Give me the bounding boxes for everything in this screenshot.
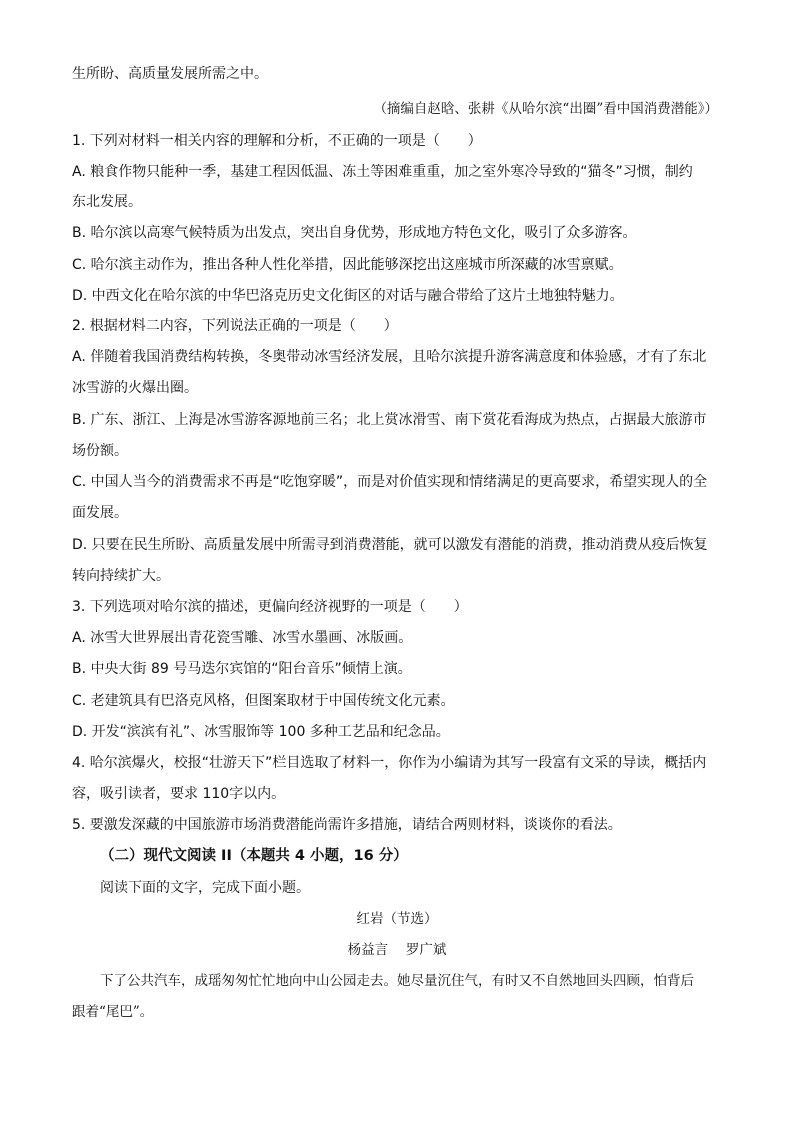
passage-end-line: 生所盼、高质量发展所需之中。 xyxy=(72,66,268,82)
q2-option-a: A. 伴随着我国消费结构转换，冬奥带动冰雪经济发展，且哈尔滨提升游客满意度和体验感，才有了东北 xyxy=(72,349,707,365)
q3-stem: 3. 下列选项对哈尔滨的描述，更偏向经济视野的一项是（ ） xyxy=(72,599,468,615)
q3-option-c: C. 老建筑具有巴洛克风格，但图案取材于中国传统文化元素。 xyxy=(72,693,455,709)
q2-stem: 2. 根据材料二内容，下列说法正确的一项是（ ） xyxy=(72,318,398,334)
excerpt-authors: 杨益言 罗广斌 xyxy=(347,942,447,958)
q2-option-d: D. 只要在民生所盼、高质量发展中所需寻到消费潜能，就可以激发有潜能的消费，推动消费从疫后恢复 xyxy=(72,537,708,553)
q2-option-a-cont: 冰雪游的火爆出圈。 xyxy=(72,380,198,396)
passage-citation: （摘编自赵晗、张耕《从哈尔滨“出圈”看中国消费潜能》） xyxy=(373,101,718,117)
excerpt-title: 红岩（节选） xyxy=(356,911,438,927)
q5-stem: 5. 要激发深藏的中国旅游市场消费潜能尚需许多措施，请结合两则材料，谈谈你的看法。 xyxy=(72,817,622,833)
q1-option-a-cont: 东北发展。 xyxy=(72,194,142,210)
q3-option-a: A. 冰雪大世界展出青花瓷雪雕、冰雪水墨画、冰版画。 xyxy=(72,630,413,646)
q3-option-b: B. 中央大街 89 号马迭尔宾馆的“阳台音乐”倾情上演。 xyxy=(72,661,412,677)
q2-option-d-cont: 转向持续扩大。 xyxy=(72,568,170,584)
q4-stem-cont: 容，吸引读者，要求 110字以内。 xyxy=(72,786,286,802)
q2-option-c: C. 中国人当今的消费需求不再是“吃饱穿暖”，而是对价值实现和情绪满足的更高要求，希望实现人的全 xyxy=(72,474,708,490)
q1-option-a: A. 粮食作物只能种一季，基建工程因低温、冻土等困难重重，加之室外寒冷导致的“猫冬”习惯，制约 xyxy=(72,164,693,180)
excerpt-paragraph: 下了公共汽车，成瑶匆匆忙忙地向中山公园走去。她尽量沉住气，有时又不自然地回头四顾，怕背后 xyxy=(100,973,694,989)
q2-option-c-cont: 面发展。 xyxy=(72,505,128,521)
q3-option-d: D. 开发“滨滨有礼”、冰雪服饰等 100 多种工艺品和纪念品。 xyxy=(72,724,450,740)
q2-option-b-cont: 场份额。 xyxy=(72,443,128,459)
q1-option-c: C. 哈尔滨主动作为，推出各种人性化举措，因此能够深挖出这座城市所深藏的冰雪禀赋。 xyxy=(72,257,623,273)
excerpt-paragraph-cont: 跟着“尾巴”。 xyxy=(72,1004,154,1020)
section-instruction: 阅读下面的文字，完成下面小题。 xyxy=(100,880,310,896)
q1-stem: 1. 下列对材料一相关内容的理解和分析，不正确的一项是（ ） xyxy=(72,133,482,149)
q1-option-d: D. 中西文化在哈尔滨的中华巴洛克历史文化街区的对话与融合带给了这片土地独特魅力。 xyxy=(72,288,624,304)
section-heading: （二）现代文阅读 II（本题共 4 小题，16 分） xyxy=(100,848,408,864)
q4-stem: 4. 哈尔滨爆火，校报“壮游天下”栏目选取了材料一，你作为小编请为其写一段富有文采的导读，概括内 xyxy=(72,755,707,771)
q1-option-b: B. 哈尔滨以高寒气候特质为出发点，突出自身优势，形成地方特色文化，吸引了众多游客。 xyxy=(72,225,637,241)
q2-option-b: B. 广东、浙江、上海是冰雪游客源地前三名；北上赏冰滑雪、南下赏花看海成为热点，占据最大旅游市 xyxy=(72,412,707,428)
